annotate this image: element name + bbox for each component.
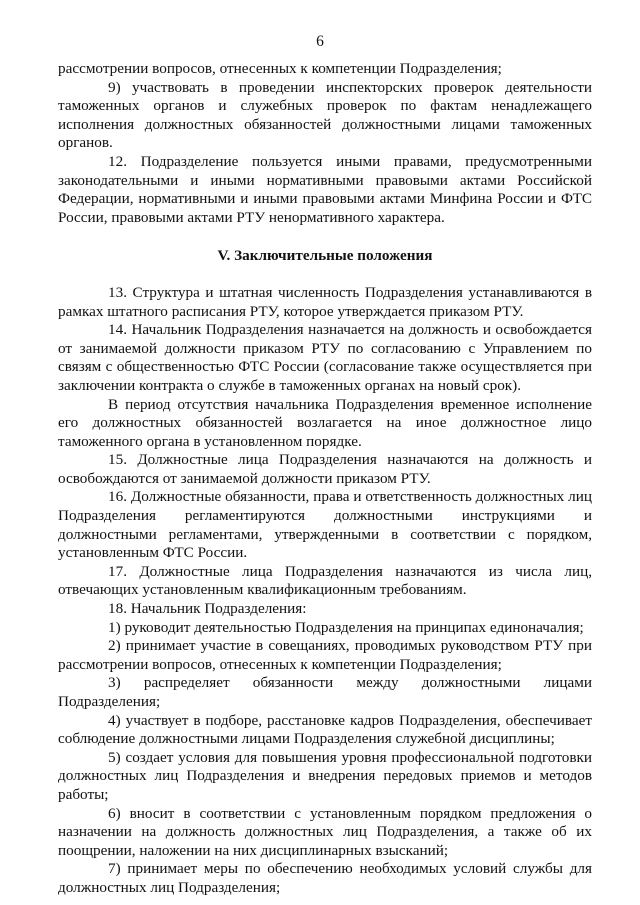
paragraphs-after-heading	[58, 284, 592, 898]
paragraph: 9) участвовать в проведении инспекторских проверок деятельности таможенных органов и служебных проверок по фактам ненадлежащего исполнения должностных обязанностей должностными лицами таможенных органов.	[58, 78, 592, 152]
paragraph: 17. Должностные лица Подразделения назначаются из числа лиц, отвечающих установленным квалификационным требованиям.	[58, 562, 592, 599]
paragraph: 14. Начальник Подразделения назначается на должность и освобождается от занимаемой должности приказом РТУ по согласованию с Управлением по связям с общественностью ФТС России (согласование также осуществляется при заключении контракта о службе в таможенных органах на новый срок).	[58, 321, 592, 394]
list-item: 4) участвует в подборе, расстановке кадров Подразделения, обеспечивает соблюдение должностными лицами Подразделения служебной дисциплины;	[58, 711, 592, 748]
list-item: 5) создает условия для повышения уровня профессиональной подготовки должностных лиц Подразделения и внедрения передовых приемов и методов работы;	[58, 748, 592, 803]
list-item: 6) вносит в соответствии с установленным порядком предложения о назначении на должность должностных лиц Подразделения, а также об их поощрении, наложении на них дисциплинарных взысканий;	[58, 804, 592, 859]
list-item: 2) принимает участие в совещаниях, проводимых руководством РТУ при рассмотрении вопросов, отнесенных к компетенции Подразделения;	[58, 637, 592, 673]
list-item: 1) руководит деятельностью Подразделения на принципах единоначалия;	[108, 618, 584, 636]
paragraphs-before-heading	[58, 60, 592, 227]
document-body	[58, 60, 592, 898]
paragraph: 13. Структура и штатная численность Подразделения устанавливаются в рамках штатного расписания РТУ, которое утверждается приказом РТУ.	[58, 283, 592, 320]
page-number: 6	[316, 33, 324, 50]
paragraph: В период отсутствия начальника Подразделения временное исполнение его должностных обязанностей возлагается на иное должностное лицо таможенного органа в установленном порядке.	[58, 395, 592, 450]
paragraph: рассмотрении вопросов, отнесенных к компетенции Подразделения;	[58, 60, 502, 77]
list-item: 7) принимает меры по обеспечению необходимых условий службы для должностных лиц Подразделения;	[58, 860, 592, 896]
paragraph: 15. Должностные лица Подразделения назначаются на должность и освобождаются от занимаемой должности приказом РТУ.	[58, 451, 592, 487]
paragraph: 16. Должностные обязанности, права и ответственность должностных лиц Подразделения регламентируются должностными инструкциями и должностными регламентами, утвержденными в соответствии с порядком, установленным ФТС России.	[58, 488, 592, 562]
list-item: 3) распределяет обязанности между должностными лицами Подразделения;	[58, 674, 592, 710]
paragraph: 18. Начальник Подразделения:	[108, 600, 307, 618]
paragraph: 12. Подразделение пользуется иными правами, предусмотренными законодательными и иными нормативными правовыми актами Российской Федерации, нормативными и иными правовыми актами Минфина России и ФТС России, правовыми актами РТУ ненормативного характера.	[58, 152, 592, 226]
section-heading: V. Заключительные положения	[217, 247, 433, 265]
